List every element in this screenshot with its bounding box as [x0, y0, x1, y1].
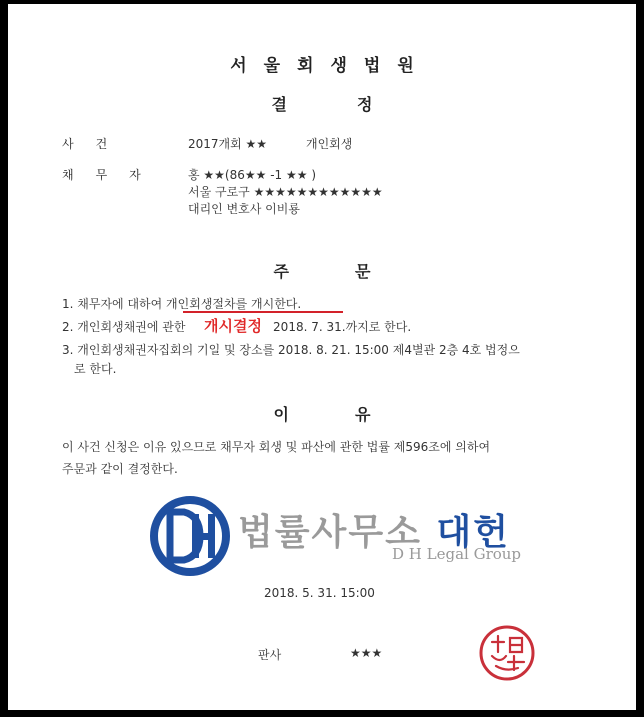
- decision-document: [8, 4, 636, 710]
- court-name: 서울회생법원: [230, 56, 431, 76]
- case-label: 사건: [62, 137, 130, 151]
- document-type: 결정: [271, 95, 443, 114]
- law-firm-english-name: D H Legal Group: [392, 545, 522, 563]
- case-type: 개인회생: [306, 137, 353, 151]
- reason-heading: 이유: [273, 405, 437, 424]
- order-item-1: [62, 295, 301, 312]
- decision-date: 2018. 5. 31. 15:00: [264, 586, 375, 600]
- case-number: 2017개회 ★★: [188, 137, 268, 151]
- judge-label: 판사: [258, 648, 282, 662]
- debtor-address: 서울 구로구 ★★★★★★★★★★★★: [188, 185, 383, 199]
- law-firm-logo-icon: [150, 496, 230, 576]
- debtor-label: 채무자: [62, 168, 163, 182]
- order-item-2-prefix: 2. 개인회생채권에 관한: [62, 320, 190, 334]
- overlay-label: 개시결정: [204, 317, 262, 335]
- judge-seal-icon: [476, 622, 538, 684]
- order-item-1-highlight: 개인회생절차를 개시한다.: [166, 297, 302, 311]
- highlight-underline: [183, 311, 343, 313]
- order-item-2-suffix: 2018. 7. 31.까지로 한다.: [269, 320, 412, 334]
- order-item-3-line-2: 로 한다.: [74, 362, 117, 376]
- order-heading: 주문: [273, 262, 437, 281]
- reason-line-2: 주문과 같이 결정한다.: [62, 462, 178, 476]
- law-firm-name-part-1: 법률사무소: [238, 512, 437, 553]
- order-item-1-prefix: 1. 채무자에 대하여: [62, 297, 167, 311]
- law-firm-name-part-2: 대헌: [436, 512, 510, 553]
- judge-name: ★★★: [350, 646, 383, 660]
- reason-line-1: 이 사건 신청은 이유 있으므로 채무자 회생 및 파산에 관한 법률 제596조에 의하여: [62, 440, 491, 454]
- debtor-agent: 대리인 변호사 이비룡: [188, 202, 300, 216]
- order-item-3-line-1: 3. 개인회생채권자집회의 기일 및 장소를 2018. 8. 21. 15:00 제4별관 2층 4호 법정으: [62, 343, 520, 357]
- debtor-name: 홍 ★★(86★★ -1 ★★ ): [188, 168, 316, 182]
